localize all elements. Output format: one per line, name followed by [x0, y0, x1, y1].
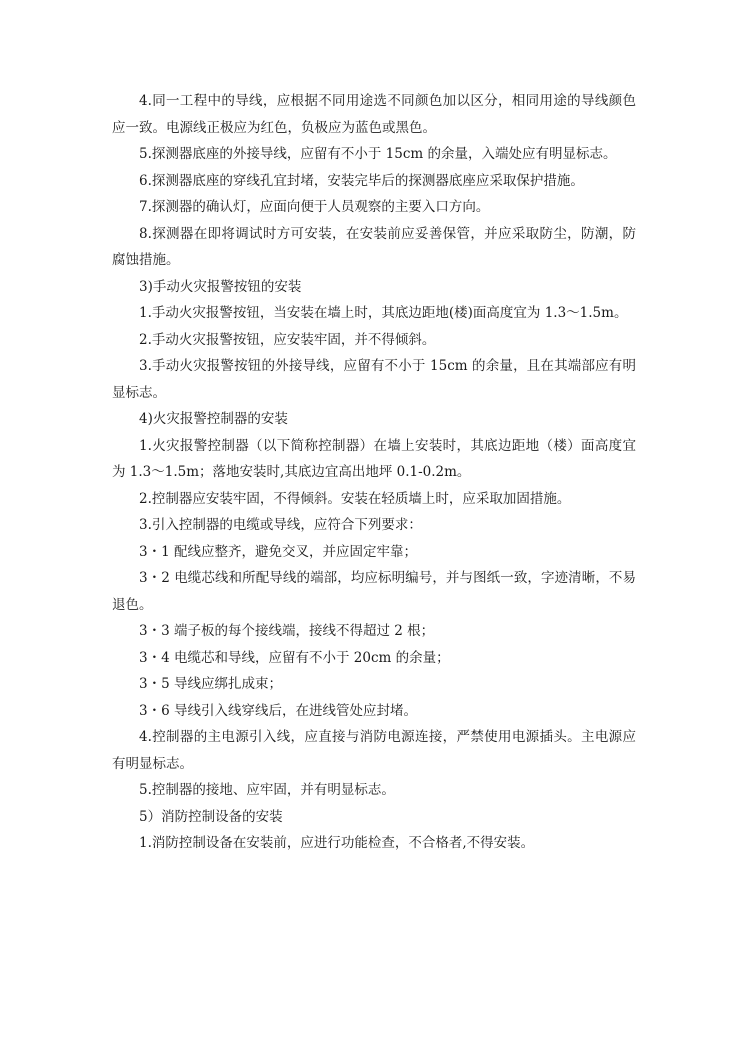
paragraph: 1.消防控制设备在安装前，应进行功能检查，不合格者,不得安装。 — [139, 835, 535, 851]
paragraph: 7.探测器的确认灯，应面向便于人员观察的主要入口方向。 — [139, 199, 490, 215]
paragraph: 5.控制器的接地、应牢固，并有明显标志。 — [139, 782, 395, 798]
paragraph: 6.探测器底座的穿线孔宜封堵，安装完毕后的探测器底座应采取保护措施。 — [139, 172, 584, 189]
paragraph: 2.控制器应安装牢固，不得倾斜。安装在轻质墙上时，应采取加固措施。 — [139, 490, 571, 507]
sub-item: 3・4 电缆芯和导线，应留有不小于 20cm 的余量； — [139, 649, 450, 666]
paragraph: 5.探测器底座的外接导线，应留有不小于 15cm 的余量，入端处应有明显标志。 — [139, 146, 617, 162]
document-body — [112, 88, 636, 857]
sub-item: 3・2 电缆芯线和所配导线的端部，均应标明编号，并与图纸一致，字迹清晰，不易退色。 — [112, 570, 636, 613]
sub-item: 3・6 导线引入线穿线后，在进线管处应封堵。 — [139, 702, 417, 719]
section-heading: 4)火灾报警控制器的安装 — [139, 411, 288, 427]
paragraph: 1.手动火灾报警按钮，当安装在墙上时，其底边距地(楼)面高度宜为 1.3～1.5m。 — [139, 305, 628, 321]
section-heading: 5）消防控制设备的安装 — [139, 808, 283, 825]
sub-item: 3・3 端子板的每个接线端，接线不得超过 2 根； — [139, 623, 435, 639]
paragraph: 3.手动火灾报警按钮的外接导线，应留有不小于 15cm 的余量，且在其端部应有明显标志。 — [112, 358, 636, 401]
paragraph: 4.同一工程中的导线，应根据不同用途选不同颜色加以区分，相同用途的导线颜色应一致。电源线正极应为红色，负极应为蓝色或黑色。 — [112, 93, 636, 136]
paragraph: 4.控制器的主电源引入线，应直接与消防电源连接，严禁使用电源插头。主电源应有明显标志。 — [112, 729, 636, 772]
sub-item: 3・5 导线应绑扎成束； — [139, 676, 282, 692]
section-heading: 3)手动火灾报警按钮的安装 — [139, 278, 302, 295]
paragraph: 8.探测器在即将调试时方可安装，在安装前应妥善保管，并应采取防尘，防潮，防腐蚀措施。 — [112, 225, 636, 268]
paragraph: 3.引入控制器的电缆或导线，应符合下列要求： — [139, 517, 422, 533]
sub-item: 3・1 配线应整齐，避免交叉，并应固定牢靠； — [139, 543, 417, 560]
paragraph: 2.手动火灾报警按钮，应安装牢固，并不得倾斜。 — [139, 331, 436, 348]
paragraph: 1.火灾报警控制器（以下简称控制器）在墙上安装时，其底边距地（楼）面高度宜为 1.3～1.5m；落地安装时,其底边宜高出地坪 0.1-0.2m。 — [112, 437, 636, 480]
